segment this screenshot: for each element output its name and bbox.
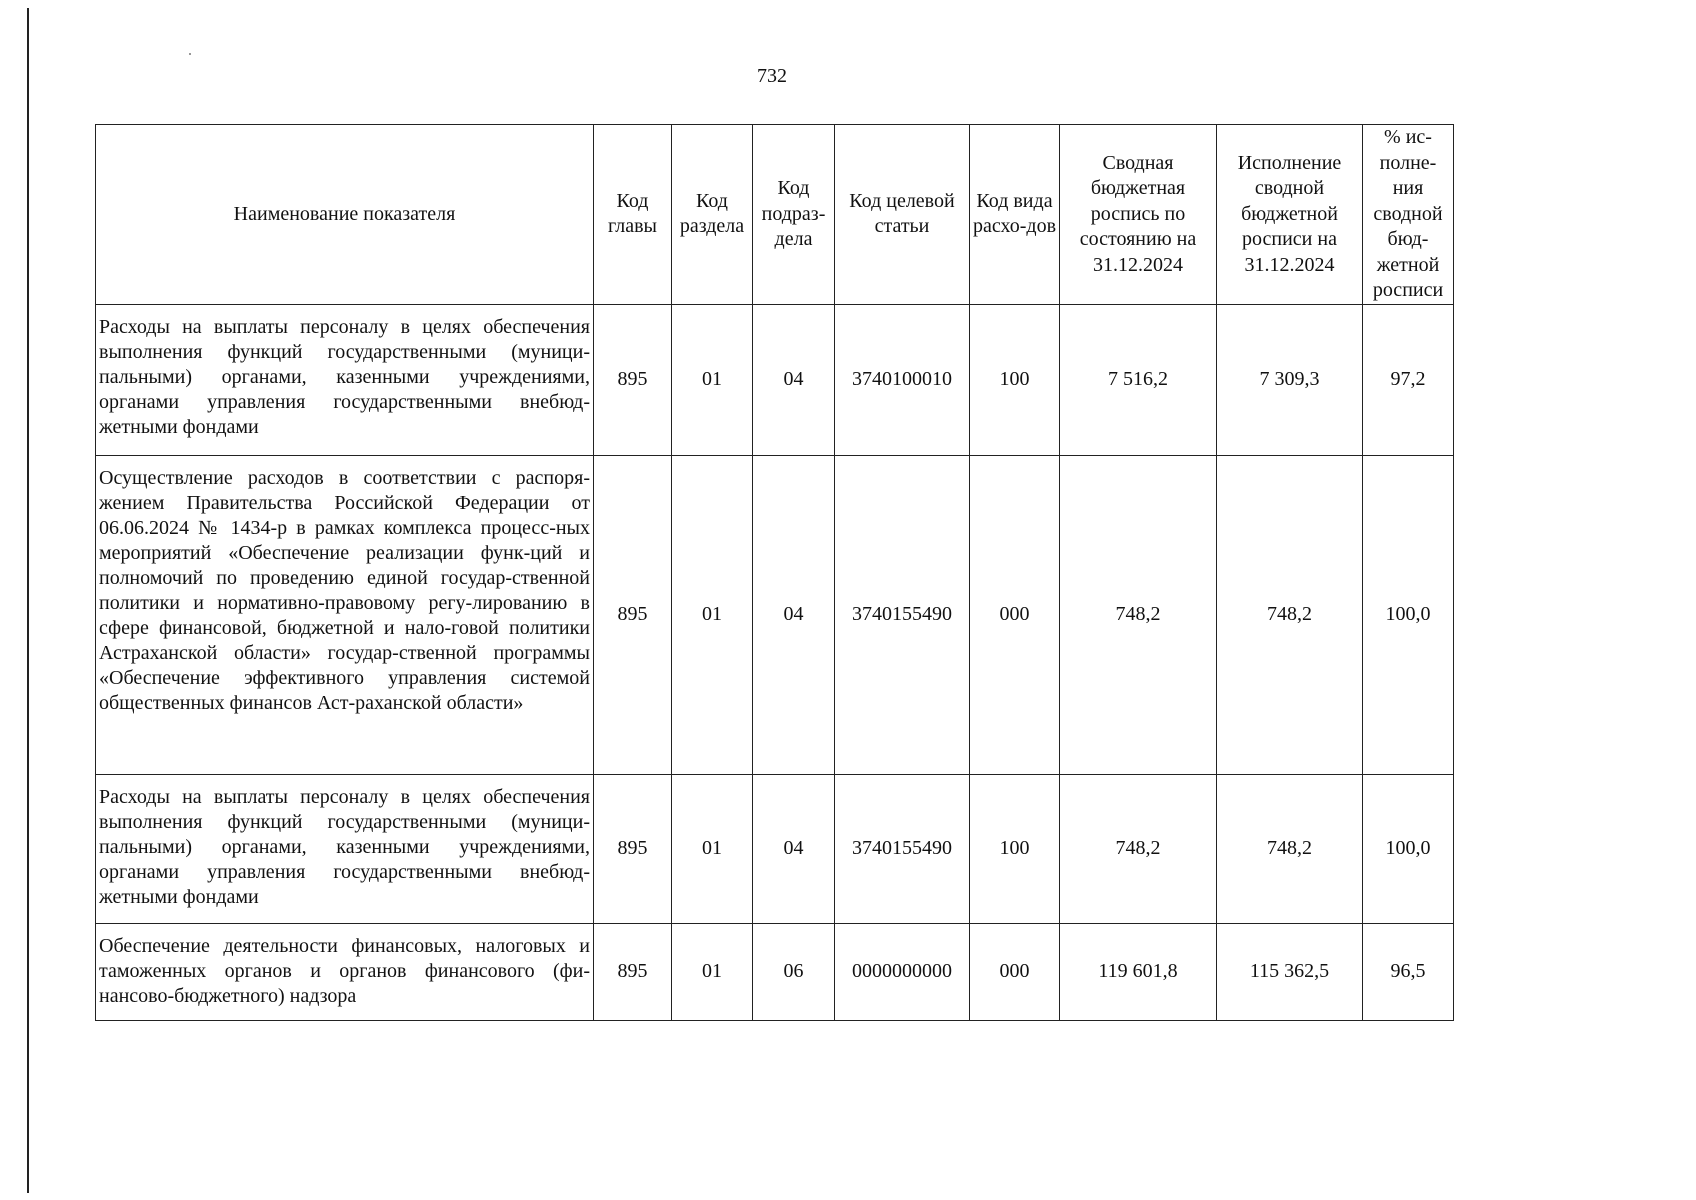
cell-expense-type: 100 xyxy=(970,774,1060,923)
cell-expense-type: 000 xyxy=(970,455,1060,774)
table-row xyxy=(96,455,1454,774)
cell-budget-schedule: 748,2 xyxy=(1060,774,1217,923)
cell-name: Расходы на выплаты персоналу в целях обеспечения выполнения функций государственными (муници-пальными) органами, казенными учреждениями, органами управления государственными внебюд-жетными фондами xyxy=(96,774,594,923)
cell-target-item: 3740155490 xyxy=(835,774,970,923)
cell-percent: 96,5 xyxy=(1363,923,1454,1020)
cell-chapter: 895 xyxy=(594,304,672,455)
cell-budget-schedule: 748,2 xyxy=(1060,455,1217,774)
table-header-row xyxy=(96,125,1454,305)
cell-name: Обеспечение деятельности финансовых, налоговых и таможенных органов и органов финансового (фи-нансово-бюджетного) надзора xyxy=(96,923,594,1020)
cell-budget-schedule: 7 516,2 xyxy=(1060,304,1217,455)
cell-section: 01 xyxy=(672,774,753,923)
cell-section: 01 xyxy=(672,304,753,455)
header-expense-type-code: Код вида расхо-дов xyxy=(970,125,1060,305)
header-name: Наименование показателя xyxy=(96,125,594,305)
cell-percent: 100,0 xyxy=(1363,774,1454,923)
cell-expense-type: 100 xyxy=(970,304,1060,455)
cell-target-item: 3740155490 xyxy=(835,455,970,774)
header-chapter-code: Код главы xyxy=(594,125,672,305)
cell-chapter: 895 xyxy=(594,774,672,923)
header-section-code: Код раздела xyxy=(672,125,753,305)
cell-execution: 748,2 xyxy=(1217,774,1363,923)
header-subsection-code: Код подраз-дела xyxy=(753,125,835,305)
cell-name: Расходы на выплаты персоналу в целях обеспечения выполнения функций государственными (муници-пальными) органами, казенными учреждениями, органами управления государственными внебюд-жетными фондами xyxy=(96,304,594,455)
cell-section: 01 xyxy=(672,455,753,774)
cell-subsection: 04 xyxy=(753,455,835,774)
cell-name: Осуществление расходов в соответствии с распоря-жением Правительства Российской Федерации от 06.06.2024 № 1434-р в рамках комплекса процесс-ных мероприятий «Обеспечение реализации функ-ций и полномочий по проведению единой государ-ственной политики и нормативно-правовому регу-лированию в сфере финансовой, бюджетной и нало-говой политики Астраханской области» государ-ственной программы «Обеспечение эффективного управления системой общественных финансов Аст-раханской области» xyxy=(96,455,594,774)
cell-budget-schedule: 119 601,8 xyxy=(1060,923,1217,1020)
header-execution: Исполнение сводной бюджетной росписи на 31.12.2024 xyxy=(1217,125,1363,305)
cell-subsection: 04 xyxy=(753,304,835,455)
scan-speck xyxy=(189,53,191,55)
cell-target-item: 3740100010 xyxy=(835,304,970,455)
cell-chapter: 895 xyxy=(594,923,672,1020)
header-target-item-code: Код целевой статьи xyxy=(835,125,970,305)
budget-execution-table xyxy=(95,124,1454,1021)
cell-execution: 115 362,5 xyxy=(1217,923,1363,1020)
cell-section: 01 xyxy=(672,923,753,1020)
cell-chapter: 895 xyxy=(594,455,672,774)
cell-subsection: 04 xyxy=(753,774,835,923)
cell-execution: 7 309,3 xyxy=(1217,304,1363,455)
cell-percent: 100,0 xyxy=(1363,455,1454,774)
cell-target-item: 0000000000 xyxy=(835,923,970,1020)
cell-percent: 97,2 xyxy=(1363,304,1454,455)
header-percent-execution: % ис-полне-ния сводной бюд-жетной росписи xyxy=(1363,125,1454,305)
cell-execution: 748,2 xyxy=(1217,455,1363,774)
cell-subsection: 06 xyxy=(753,923,835,1020)
table-row xyxy=(96,774,1454,923)
cell-expense-type: 000 xyxy=(970,923,1060,1020)
table-row xyxy=(96,304,1454,455)
header-budget-schedule: Сводная бюджетная роспись по состоянию на 31.12.2024 xyxy=(1060,125,1217,305)
table-row xyxy=(96,923,1454,1020)
page-number: 732 xyxy=(757,65,787,87)
page-left-edge-line xyxy=(27,8,29,1193)
